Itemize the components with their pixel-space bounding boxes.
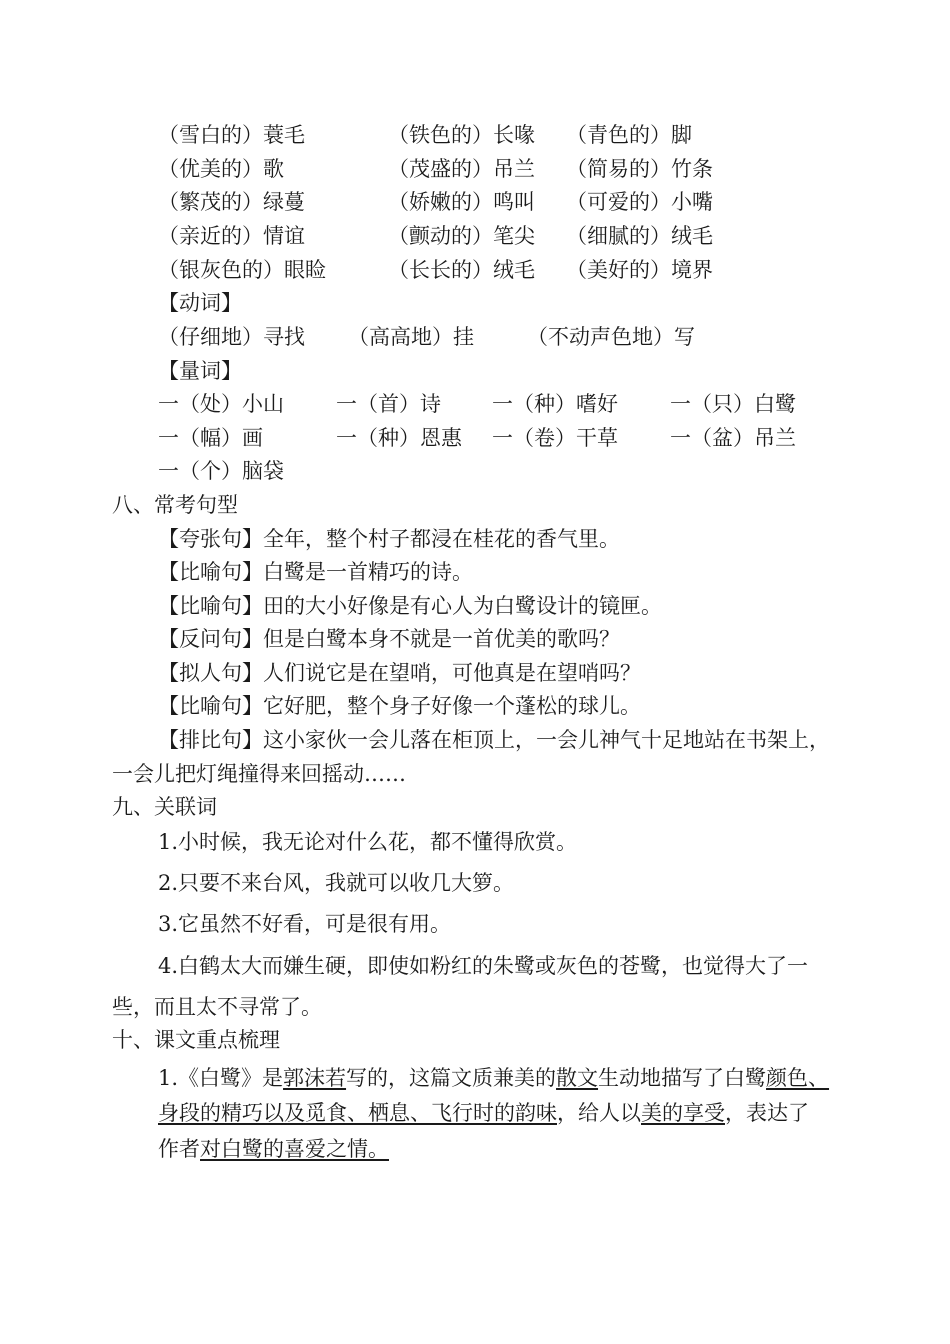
- text-segment: ，表达了: [725, 1101, 809, 1125]
- adj-r1-c2: （铁色的）长喙: [388, 123, 535, 147]
- verb-2: （高高地）挂: [348, 325, 474, 349]
- measure-r1-c3: 一（种）嗜好: [492, 392, 618, 416]
- sentence-pattern-6: [158, 692, 641, 720]
- conjunction-example-1: 1.小时候，我无论对什么花，都不懂得欣赏。: [158, 830, 578, 854]
- verbs-heading: 【动词】: [158, 291, 242, 315]
- adj-r3-c2: （娇嫩的）鸣叫: [388, 190, 535, 214]
- pattern-text: 白鹭是一首精巧的诗。: [263, 560, 473, 584]
- underlined-enjoyment: 美的享受: [641, 1101, 725, 1125]
- adj-r4-c2: （颤动的）笔尖: [388, 224, 535, 248]
- pattern-tag: 【比喻句】: [158, 560, 263, 584]
- adj-r1-c3: （青色的）脚: [566, 123, 692, 147]
- sentence-pattern-4: [158, 625, 620, 653]
- sentence-pattern-7: [158, 726, 830, 754]
- pattern-tag: 【排比句】: [158, 728, 263, 752]
- section9-title: 九、关联词: [112, 795, 217, 819]
- sentence-pattern-7-continued: 一会儿把灯绳撞得来回摇动……: [112, 762, 406, 786]
- pattern-text: 全年，整个村子都浸在桂花的香气里。: [263, 527, 620, 551]
- conjunction-example-4-continued: 些，而且太不寻常了。: [112, 995, 322, 1019]
- sentence-pattern-5: [158, 659, 641, 687]
- conjunction-example-3: 3.它虽然不好看，可是很有用。: [158, 912, 452, 936]
- measure-r2-c1: 一（幅）画: [158, 426, 263, 450]
- pattern-text: 但是白鹭本身不就是一首优美的歌吗？: [263, 627, 620, 651]
- measure-r2-c2: 一（种）恩惠: [336, 426, 462, 450]
- sentence-pattern-1: [158, 525, 620, 553]
- conjunction-example-2: 2.只要不来台风，我就可以收几大箩。: [158, 871, 515, 895]
- underlined-genre: 散文: [556, 1066, 599, 1090]
- underlined-features: 身段的精巧以及觅食、栖息、飞行时的韵味: [158, 1101, 557, 1125]
- conjunction-example-4: 4.白鹤太大而嫌生硬，即使如粉红的朱鹭或灰色的苍鹭，也觉得大了一: [158, 954, 809, 978]
- adj-r1-c1: （雪白的）蓑毛: [158, 123, 305, 147]
- adj-r4-c1: （亲近的）情谊: [158, 224, 305, 248]
- measure-r2-c3: 一（卷）干草: [492, 426, 618, 450]
- measure-r1-c4: 一（只）白鹭: [670, 392, 796, 416]
- underlined-author: 郭沫若: [283, 1066, 347, 1090]
- pattern-text: 田的大小好像是有心人为白鹭设计的镜匣。: [263, 594, 662, 618]
- adj-r2-c1: （优美的）歌: [158, 157, 284, 181]
- measure-r1-c1: 一（处）小山: [158, 392, 284, 416]
- adj-r5-c2: （长长的）绒毛: [388, 258, 535, 282]
- pattern-tag: 【反问句】: [158, 627, 263, 651]
- measures-heading: 【量词】: [158, 359, 242, 383]
- measure-r3-c1: 一（个）脑袋: [158, 459, 284, 483]
- verb-3: （不动声色地）写: [527, 325, 695, 349]
- key-points-line-3: [158, 1135, 389, 1163]
- verb-1: （仔细地）寻找: [158, 325, 305, 349]
- adj-r5-c1: （银灰色的）眼睑: [158, 258, 326, 282]
- sentence-pattern-3: [158, 592, 662, 620]
- pattern-text: 这小家伙一会儿落在柜顶上，一会儿神气十足地站在书架上，: [263, 728, 830, 752]
- text-segment: 作者: [158, 1137, 200, 1161]
- text-segment: 生动地描写了白鹭: [598, 1066, 767, 1090]
- pattern-tag: 【比喻句】: [158, 694, 263, 718]
- section10-title: 十、课文重点梳理: [112, 1028, 280, 1052]
- pattern-tag: 【夸张句】: [158, 527, 263, 551]
- adj-r3-c1: （繁茂的）绿蔓: [158, 190, 305, 214]
- adj-r4-c3: （细腻的）绒毛: [566, 224, 713, 248]
- pattern-text: 它好肥，整个身子好像一个蓬松的球儿。: [263, 694, 641, 718]
- adj-r2-c2: （茂盛的）吊兰: [388, 157, 535, 181]
- underlined-color: 颜色、: [766, 1066, 830, 1090]
- sentence-pattern-2: [158, 558, 473, 586]
- underlined-emotion: 对白鹭的喜爱之情。: [200, 1137, 389, 1161]
- key-points-line-1: [158, 1064, 829, 1092]
- pattern-tag: 【拟人句】: [158, 661, 263, 685]
- pattern-text: 人们说它是在望哨，可他真是在望哨吗？: [263, 661, 641, 685]
- measure-r1-c2: 一（首）诗: [336, 392, 441, 416]
- adj-r3-c3: （可爱的）小嘴: [566, 190, 713, 214]
- text-segment: 写的，这篇文质兼美的: [346, 1066, 557, 1090]
- adj-r5-c3: （美好的）境界: [566, 258, 713, 282]
- section8-title: 八、常考句型: [112, 493, 238, 517]
- text-segment: 1.《白鹭》是: [158, 1066, 284, 1090]
- pattern-tag: 【比喻句】: [158, 594, 263, 618]
- adj-r2-c3: （简易的）竹条: [566, 157, 713, 181]
- measure-r2-c4: 一（盆）吊兰: [670, 426, 796, 450]
- text-segment: ，给人以: [557, 1101, 641, 1125]
- key-points-line-2: [158, 1099, 809, 1127]
